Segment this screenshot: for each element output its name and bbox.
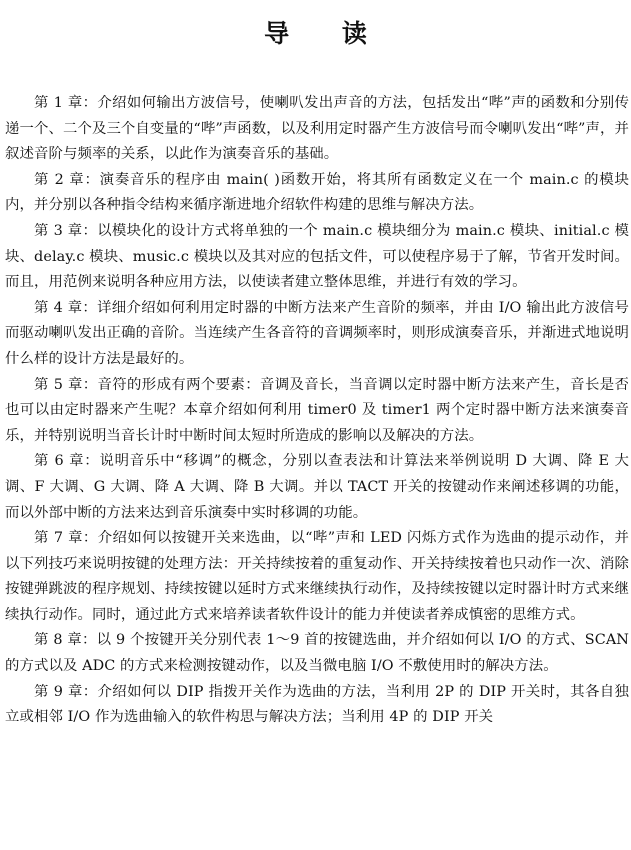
page-title: 导 读	[264, 19, 389, 48]
chapter-5-summary: 第 5 章：音符的形成有两个要素：音调及音长，当音调以定时器中断方法来产生，音长是否也可以由定时器来产生呢？本章介绍如何利用 timer0 及 timer1 两个定时器中断方法来演奏音乐，并特别说明当音长计时中断时间太短时所造成的影响以及解决的方法。	[5, 376, 629, 444]
chapter-6-summary: 第 6 章：说明音乐中“移调”的概念，分别以查表法和计算法来举例说明 D 大调、降 E 大调、F 大调、G 大调、降 A 大调、降 B 大调。并以 TACT 开关的按键动作来阐述移调的功能，而以外部中断的方法来达到音乐演奏中实时移调的功能。	[5, 453, 629, 521]
chapter-4-summary: 第 4 章：详细介绍如何利用定时器的中断方法来产生音阶的频率，并由 I/O 输出此方波信号而驱动喇叭发出正确的音阶。当连续产生各音符的音调频率时，则形成演奏音乐，并渐进式地说明什么样的设计方法是最好的。	[5, 299, 629, 367]
chapter-9-summary: 第 9 章：介绍如何以 DIP 指拨开关作为选曲的方法，当利用 2P 的 DIP 开关时，其各自独立或相邻 I/O 作为选曲输入的软件构思与解决方法；当利用 4P 的 DIP 开关	[5, 683, 629, 726]
chapter-3-summary: 第 3 章：以模块化的设计方式将单独的一个 main.c 模块细分为 main.c 模块、initial.c 模块、delay.c 模块、music.c 模块以及其对应的包括文件，可以使程序易于了解，节省开发时间。而且，用范例来说明各种应用方法，以使读者建立整体思维，并进行有效的学习。	[5, 222, 629, 291]
document-body	[5, 91, 629, 731]
chapter-1-summary: 第 1 章：介绍如何输出方波信号，使喇叭发出声音的方法，包括发出“哔”声的函数和分别传递一个、二个及三个自变量的“哔”声函数，以及利用定时器产生方波信号而令喇叭发出“哔”声，并叙述音阶与频率的关系，以此作为演奏音乐的基础。	[5, 95, 629, 163]
chapter-2-summary: 第 2 章：演奏音乐的程序由 main( )函数开始，将其所有函数定义在一个 main.c 的模块内，并分别以各种指令结构来循序渐进地介绍软件构建的思维与解决方法。	[5, 171, 629, 214]
chapter-8-summary: 第 8 章：以 9 个按键开关分别代表 1～9 首的按键选曲，并介绍如何以 I/O 的方式、SCAN 的方式以及 ADC 的方式来检测按键动作，以及当微电脑 I/O 不敷使用时的解决方法。	[5, 632, 629, 675]
chapter-7-summary: 第 7 章：介绍如何以按键开关来选曲，以“哔”声和 LED 闪烁方式作为选曲的提示动作，并以下列技巧来说明按键的处理方法：开关持续按着的重复动作、开关持续按着也只动作一次、消除按键弹跳波的程序规划、持续按键以延时方式来继续执行动作，及持续按键以定时器计时方式来继续执行动作。同时，通过此方式来培养读者软件设计的能力并使读者养成慎密的思维方式。	[5, 530, 629, 623]
